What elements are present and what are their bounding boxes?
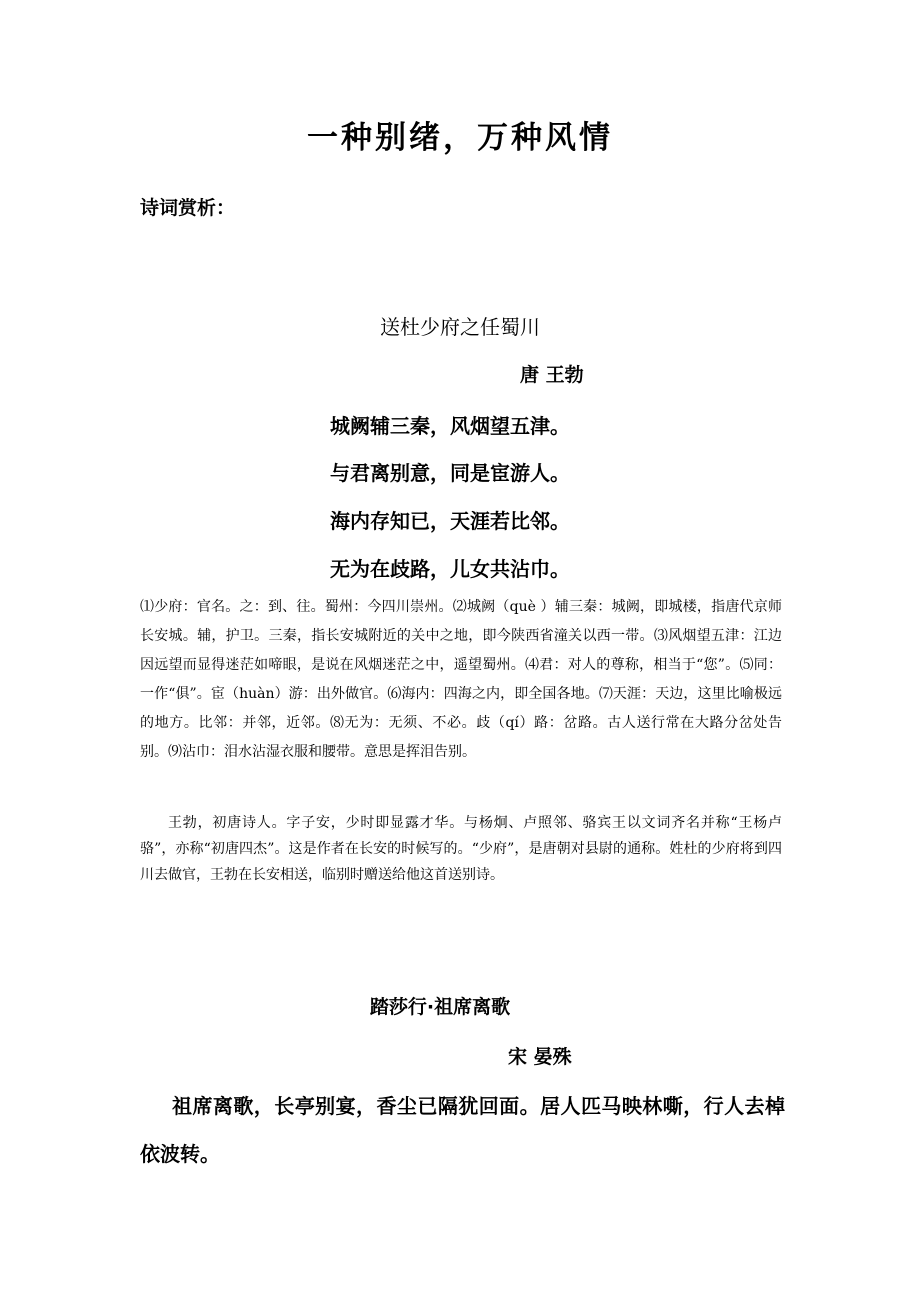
poem1-notes-text: ⑴少府：官名。之：到、往。蜀州：今四川崇州。⑵城阙（què ）辅三秦：城阙，即城楼，指唐代京师长安城。辅，护卫。三秦，指长安城附近的关中之地，即今陕西省潼关以西一带。⑶风烟望五津：江边因远望而显得迷茫如啼眼，是说在风烟迷茫之中，遥望蜀州。⑷君：对人的尊称，相当于“您”。⑸同：一作“俱”。宦（huàn）游：出外做官。⑹海内：四海之内，即全国各地。⑺天涯：天边，这里比喻极远的地方。比邻：并邻，近邻。⑻无为：无须、不必。歧（qí）路：岔路。古人送行常在大路分岔处告别。⑼沾巾：泪水沾湿衣服和腰带。意思是挥泪告别。 (140, 599, 782, 760)
document-title: 一种别绪，万种风情 (307, 120, 613, 156)
poem1-title: 送杜少府之任蜀川 (380, 315, 540, 339)
poem1-line: 城阙辅三秦，风烟望五津。 (330, 414, 570, 438)
poem1-notes (140, 593, 782, 767)
poem1-line: 与君离别意，同是宦游人。 (330, 461, 570, 485)
poem1-line: 无为在歧路，儿女共沾巾。 (330, 557, 570, 581)
section-label: 诗词赏析： (140, 197, 236, 219)
poem1-author-bio: 王勃，初唐诗人。字子安，少时即显露才华。与杨炯、卢照邻、骆宾王以文词齐名并称“王杨卢骆”，亦称“初唐四杰”。这是作者在长安的时候写的。“少府”，是唐朝对县尉的通称。姓杜的少府将到四川去做官，王勃在长安相送，临别时赠送给他这首送别诗。 (140, 815, 782, 883)
poem1-line: 海内存知已，天涯若比邻。 (330, 509, 570, 533)
poem1-author: 唐 王勃 (520, 364, 584, 386)
poem2-title: 踏莎行·祖席离歌 (369, 996, 511, 1018)
poem2-author: 宋 晏殊 (508, 1046, 572, 1068)
poem2-text: 祖席离歌，长亭别宴，香尘已隔犹回面。居人匹马映林嘶，行人去棹依波转。 (140, 1094, 785, 1166)
